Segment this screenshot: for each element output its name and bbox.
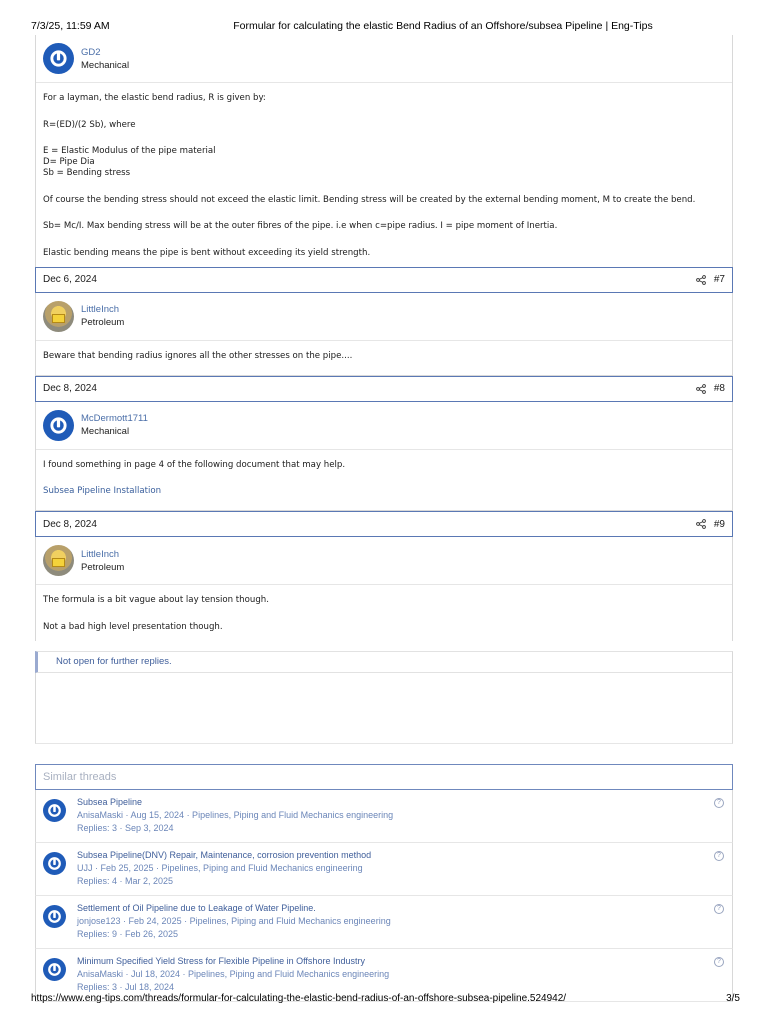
print-header — [0, 0, 768, 34]
username[interactable]: McDermott1711 — [81, 413, 148, 424]
power-logo-icon — [49, 416, 68, 435]
thread-title[interactable]: Subsea Pipeline(DNV) Repair, Maintenance, corrosion prevention method — [77, 849, 372, 860]
post-paragraph: Sb= Mc/I. Max bending stress will be at the outer fibres of the pipe. i.e when c=pipe radius. I = pipe moment of Inertia. — [43, 221, 558, 231]
post-body — [36, 341, 732, 370]
power-logo-icon — [49, 49, 68, 68]
post-paragraph — [43, 146, 725, 179]
avatar-photo-detail — [52, 558, 65, 567]
post-line: E = Elastic Modulus of the pipe material — [43, 146, 216, 156]
user-title: Mechanical — [81, 59, 130, 71]
post-paragraph: Beware that bending radius ignores all the other stresses on the pipe.... — [43, 350, 353, 361]
post-line: Sb = Bending stress — [43, 168, 131, 178]
post-line: D= Pipe Dia — [43, 157, 95, 167]
post-date[interactable]: Dec 6, 2024 — [43, 274, 97, 285]
user-title: Petroleum — [81, 561, 125, 573]
post-user-row — [36, 35, 732, 83]
similar-thread-item[interactable] — [35, 790, 733, 843]
post — [35, 293, 733, 376]
avatar[interactable] — [43, 43, 74, 74]
question-icon[interactable]: ? — [714, 851, 724, 861]
avatar[interactable] — [43, 301, 74, 332]
user-title: Petroleum — [81, 317, 125, 328]
question-icon[interactable]: ? — [714, 798, 724, 808]
post — [35, 402, 733, 512]
post-paragraph: Of course the bending stress should not exceed the elastic limit. Bending stress will be created by the external bending moment, M to create the bend. — [43, 194, 696, 205]
post-number[interactable]: #8 — [713, 383, 725, 394]
thread-replies: Replies: 4 · Mar 2, 2025 — [77, 875, 174, 886]
document-link[interactable]: Subsea Pipeline Installation — [43, 486, 162, 496]
thread-title[interactable]: Minimum Specified Yield Stress for Flexible Pipeline in Offshore Industry — [77, 955, 365, 966]
post-number[interactable]: #9 — [713, 518, 725, 530]
post-date[interactable]: Dec 8, 2024 — [43, 518, 97, 530]
post-body — [36, 585, 732, 641]
thread-meta: AnisaMaski · Aug 15, 2024 · Pipelines, Piping and Fluid Mechanics engineering — [77, 809, 394, 820]
user-title: Mechanical — [81, 426, 130, 437]
post-user-row — [36, 293, 732, 341]
share-icon[interactable] — [696, 519, 706, 529]
post-paragraph: For a layman, the elastic bend radius, R is given by: — [43, 93, 266, 103]
post-header — [35, 376, 733, 402]
similar-thread-item[interactable] — [35, 843, 733, 896]
thread-replies: Replies: 3 · Jul 18, 2024 — [77, 981, 175, 992]
post-date[interactable]: Dec 8, 2024 — [43, 383, 97, 394]
similar-thread-item[interactable] — [35, 896, 733, 949]
post-paragraph: The formula is a bit vague about lay tension though. — [43, 595, 269, 605]
username[interactable]: LittleInch — [81, 548, 120, 560]
thread-replies: Replies: 3 · Sep 3, 2024 — [77, 822, 174, 833]
avatar[interactable] — [43, 958, 66, 981]
avatar[interactable] — [43, 852, 66, 875]
post-user-row — [36, 537, 732, 585]
post-body — [36, 83, 732, 267]
thread-footer-space — [35, 673, 733, 744]
post-paragraph: Elastic bending means the pipe is bent without exceeding its yield strength. — [43, 247, 371, 258]
similar-threads-heading: Similar threads — [35, 764, 733, 790]
power-logo-icon — [47, 856, 62, 871]
post-paragraph: Not a bad high level presentation though. — [43, 621, 223, 632]
post-header — [35, 267, 733, 293]
question-icon[interactable]: ? — [714, 904, 724, 914]
avatar[interactable] — [43, 410, 74, 441]
thread-meta: AnisaMaski · Jul 18, 2024 · Pipelines, Piping and Fluid Mechanics engineering — [77, 968, 390, 979]
print-page-title: Formular for calculating the elastic Bend Radius of an Offshore/subsea Pipeline | Eng-Tips — [233, 20, 653, 32]
avatar-photo-detail — [52, 314, 65, 323]
print-page-number: 3/5 — [726, 993, 740, 1004]
post-number[interactable]: #7 — [713, 274, 725, 285]
post-user-row — [36, 402, 732, 450]
post-paragraph: I found something in page 4 of the following document that may help. — [43, 459, 346, 470]
thread-meta: jonjose123 · Feb 24, 2025 · Pipelines, Piping and Fluid Mechanics engineering — [77, 915, 391, 926]
thread-title[interactable]: Subsea Pipeline — [77, 796, 143, 807]
question-icon[interactable]: ? — [714, 957, 724, 967]
username[interactable]: GD2 — [81, 46, 101, 58]
post — [35, 537, 733, 641]
thread-replies: Replies: 9 · Feb 26, 2025 — [77, 928, 179, 939]
post-body — [36, 450, 732, 506]
closed-thread-notice: Not open for further replies. — [35, 651, 733, 673]
print-datetime: 7/3/25, 11:59 AM — [31, 20, 110, 32]
thread-title[interactable]: Settlement of Oil Pipeline due to Leakage of Water Pipeline. — [77, 902, 316, 913]
print-url: https://www.eng-tips.com/threads/formular-for-calculating-the-elastic-bend-radius-of-an-offshore-subsea-pipeline.524942/ — [31, 993, 567, 1004]
share-icon[interactable] — [696, 384, 706, 394]
thread-content — [35, 35, 733, 1002]
power-logo-icon — [47, 909, 62, 924]
share-icon[interactable] — [696, 275, 706, 285]
post-paragraph: R=(ED)/(2 Sb), where — [43, 119, 136, 130]
thread-meta: UJJ · Feb 25, 2025 · Pipelines, Piping and Fluid Mechanics engineering — [77, 862, 363, 873]
username[interactable]: LittleInch — [81, 304, 120, 315]
power-logo-icon — [47, 962, 62, 977]
post-header — [35, 511, 733, 537]
power-logo-icon — [47, 803, 62, 818]
avatar[interactable] — [43, 545, 74, 576]
avatar[interactable] — [43, 905, 66, 928]
avatar[interactable] — [43, 799, 66, 822]
post — [35, 35, 733, 267]
